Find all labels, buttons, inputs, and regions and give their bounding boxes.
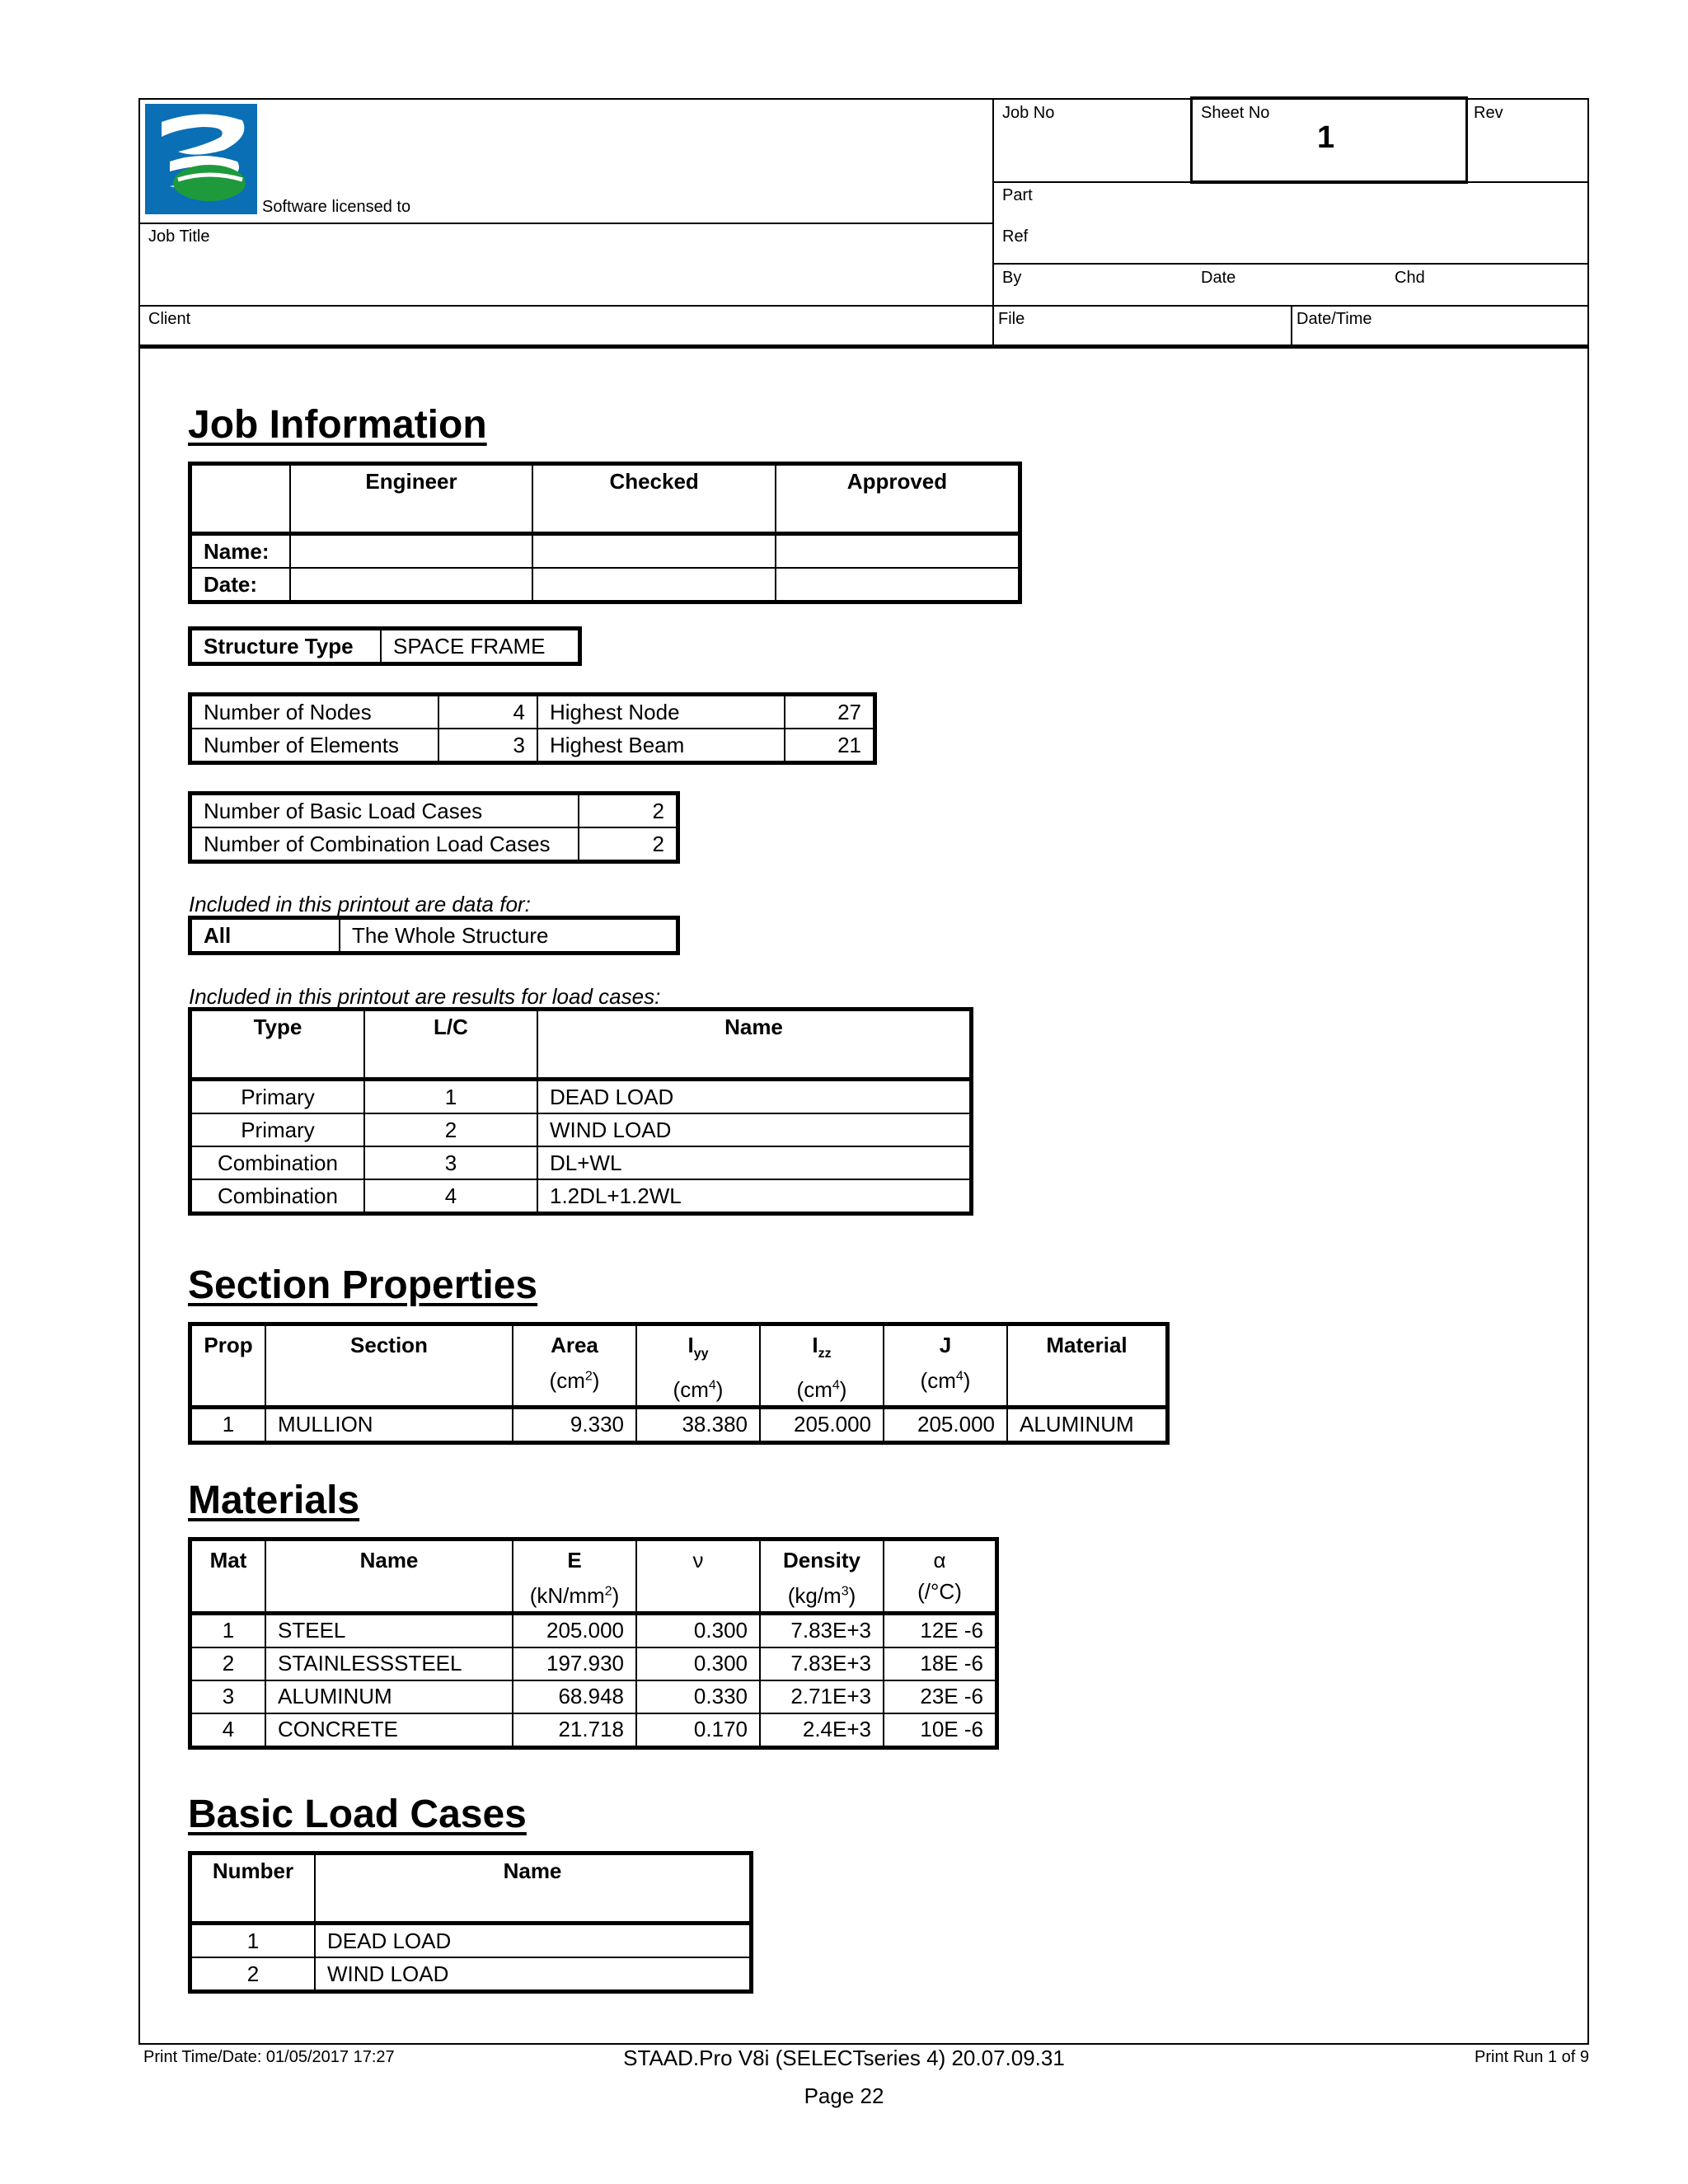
- elements-label: Number of Elements: [190, 729, 439, 763]
- comb-lc-label: Number of Combination Load Cases: [190, 827, 579, 862]
- date-approved-cell: [776, 568, 1020, 602]
- prop-cell: 1: [190, 1407, 266, 1442]
- print-time: Print Time/Date: 01/05/2017 17:27: [143, 2048, 395, 2066]
- density-cell: 2.4E+3: [760, 1713, 884, 1748]
- density-cell: 7.83E+3: [760, 1613, 884, 1647]
- j-header-label: J: [939, 1333, 952, 1357]
- table-row: [190, 1080, 972, 1114]
- j-unit-close: ): [963, 1367, 971, 1393]
- header-divider-file: [1291, 305, 1292, 346]
- material-cell: ALUMINUM: [1007, 1407, 1168, 1442]
- j-unit: [921, 1368, 971, 1393]
- elements-value: 3: [438, 729, 537, 763]
- iyy-unit-close: ): [715, 1376, 724, 1402]
- software-licensed-label: Software licensed to: [262, 198, 411, 216]
- date-engineer-cell: [290, 568, 533, 602]
- by-label: By: [1002, 269, 1022, 287]
- e-header: [513, 1540, 636, 1614]
- lc-number: 4: [364, 1179, 537, 1214]
- j-cell: 205.000: [884, 1407, 1007, 1442]
- chd-label: Chd: [1395, 269, 1425, 287]
- table-row: [190, 1407, 1168, 1442]
- section-cell: MULLION: [265, 1407, 513, 1442]
- structure-type-label: Structure Type: [190, 629, 382, 664]
- basic-load-cases-title: Basic Load Cases: [188, 1793, 527, 1836]
- table-row: [190, 1957, 752, 1992]
- area-cell: 9.330: [513, 1407, 636, 1442]
- mat-header: Mat: [190, 1540, 266, 1614]
- job-info-table: [188, 462, 1022, 604]
- structure-type-value: SPACE FRAME: [381, 629, 580, 664]
- header-line-1: [138, 223, 992, 224]
- e-unit: [530, 1583, 620, 1608]
- j-header: [884, 1324, 1007, 1408]
- name-row-label: Name:: [190, 534, 290, 569]
- e-cell: 197.930: [513, 1647, 636, 1680]
- structure-type-table: [188, 626, 582, 666]
- comb-lc-value: 2: [579, 827, 678, 862]
- izz-unit-text: (cm: [796, 1376, 832, 1402]
- iyy-cell: 38.380: [636, 1407, 760, 1442]
- header-line-4: [138, 305, 1589, 307]
- lc-type: Primary: [190, 1113, 365, 1146]
- density-header: [760, 1540, 884, 1614]
- blc-number: 1: [190, 1924, 316, 1958]
- alpha-header: [884, 1540, 997, 1614]
- density-unit-text: (kg/m: [787, 1582, 842, 1608]
- alpha-cell: 10E -6: [884, 1713, 997, 1748]
- density-cell: 2.71E+3: [760, 1680, 884, 1713]
- highest-beam-value: 21: [785, 729, 875, 763]
- nu-cell: 0.170: [636, 1713, 760, 1748]
- lc-type: Combination: [190, 1179, 365, 1214]
- lc-name: 1.2DL+1.2WL: [537, 1179, 972, 1214]
- e-unit-text: (kN/mm: [529, 1582, 605, 1608]
- highest-beam-label: Highest Beam: [537, 729, 785, 763]
- table-row: [190, 1613, 997, 1647]
- bentley-logo: [145, 104, 257, 214]
- job-title-label: Job Title: [148, 227, 210, 246]
- blc-name-header: Name: [315, 1854, 752, 1924]
- page-number: Page 22: [804, 2083, 884, 2108]
- area-unit-sup: 2: [584, 1369, 593, 1383]
- checked-header: Checked: [532, 464, 776, 534]
- name-engineer-cell: [290, 534, 533, 569]
- izz-unit-close: ): [839, 1376, 847, 1402]
- blc-name: WIND LOAD: [315, 1957, 752, 1992]
- mat-cell: 2: [190, 1647, 266, 1680]
- area-header: [513, 1324, 636, 1408]
- alpha-cell: 12E -6: [884, 1613, 997, 1647]
- nu-cell: 0.330: [636, 1680, 760, 1713]
- materials-table: [188, 1537, 999, 1750]
- print-run: Print Run 1 of 9: [1475, 2048, 1589, 2066]
- header-line-bottom: [138, 344, 1589, 349]
- lc-name-header: Name: [537, 1010, 972, 1080]
- e-cell: 21.718: [513, 1713, 636, 1748]
- table-row: [190, 1113, 972, 1146]
- header-sheet-top: [1190, 96, 1468, 100]
- included-data-caption: Included in this printout are data for:: [189, 892, 531, 916]
- sheet-no-label: Sheet No: [1201, 104, 1270, 122]
- sheet-no-value: 1: [1317, 120, 1335, 155]
- blc-number: 2: [190, 1957, 316, 1992]
- nodes-label: Number of Nodes: [190, 695, 439, 729]
- included-data-value: The Whole Structure: [340, 918, 678, 954]
- j-unit-sup: 4: [955, 1369, 964, 1383]
- izz-unit: [797, 1377, 847, 1402]
- rev-label: Rev: [1474, 104, 1503, 122]
- lc-number-header: L/C: [364, 1010, 537, 1080]
- mat-name-cell: STAINLESSSTEEL: [265, 1647, 513, 1680]
- basic-lc-label: Number of Basic Load Cases: [190, 794, 579, 828]
- lc-number: 2: [364, 1113, 537, 1146]
- highest-node-value: 27: [785, 695, 875, 729]
- basic-lc-value: 2: [579, 794, 678, 828]
- lc-name: DEAD LOAD: [537, 1080, 972, 1114]
- iyy-unit-text: (cm: [673, 1376, 709, 1402]
- mat-cell: 4: [190, 1713, 266, 1748]
- header-divider-sheet-left: [1190, 98, 1193, 183]
- izz-header: [760, 1324, 884, 1408]
- lc-name: DL+WL: [537, 1146, 972, 1179]
- engineer-header: Engineer: [290, 464, 533, 534]
- izz-header-label: I: [812, 1333, 818, 1357]
- included-data-table: [188, 916, 680, 955]
- highest-node-label: Highest Node: [537, 695, 785, 729]
- alpha-header-label: α: [933, 1548, 946, 1572]
- material-header: Material: [1007, 1324, 1168, 1408]
- ref-label: Ref: [1002, 227, 1029, 246]
- density-cell: 7.83E+3: [760, 1647, 884, 1680]
- section-properties-title: Section Properties: [188, 1263, 538, 1307]
- density-unit: [788, 1583, 856, 1608]
- datetime-label: Date/Time: [1296, 310, 1372, 328]
- iyy-unit: [673, 1377, 724, 1402]
- header-sheet-bottom: [1190, 180, 1468, 184]
- mat-name-header: Name: [265, 1540, 513, 1614]
- mat-name-cell: ALUMINUM: [265, 1680, 513, 1713]
- e-cell: 205.000: [513, 1613, 636, 1647]
- alpha-cell: 23E -6: [884, 1680, 997, 1713]
- alpha-unit: (/°C): [917, 1579, 962, 1604]
- iyy-header-sub: yy: [693, 1347, 709, 1361]
- area-unit-text: (cm: [549, 1367, 585, 1393]
- lc-type: Combination: [190, 1146, 365, 1179]
- density-unit-sup: 3: [841, 1584, 849, 1598]
- table-row: [190, 1680, 997, 1713]
- section-properties-table: [188, 1322, 1170, 1445]
- izz-unit-sup: 4: [832, 1378, 840, 1393]
- table-row: [190, 1924, 752, 1958]
- j-unit-text: (cm: [920, 1367, 956, 1393]
- load-case-count-table: [188, 791, 680, 864]
- iyy-header-label: I: [687, 1333, 694, 1357]
- lc-number: 1: [364, 1080, 537, 1114]
- e-unit-sup: 2: [604, 1584, 612, 1598]
- approved-header: Approved: [776, 464, 1020, 534]
- table-row: [190, 1713, 997, 1748]
- program-version: STAAD.Pro V8i (SELECTseries 4) 20.07.09.31: [623, 2046, 1065, 2070]
- mat-cell: 1: [190, 1613, 266, 1647]
- mat-name-cell: CONCRETE: [265, 1713, 513, 1748]
- section-header: Section: [265, 1324, 513, 1408]
- part-label: Part: [1002, 186, 1033, 204]
- table-row: [190, 1647, 997, 1680]
- table-row: [190, 1146, 972, 1179]
- included-results-caption: Included in this printout are results for load cases:: [189, 984, 661, 1009]
- nodes-value: 4: [438, 695, 537, 729]
- job-no-label: Job No: [1002, 104, 1055, 122]
- blc-name: DEAD LOAD: [315, 1924, 752, 1958]
- lc-type: Primary: [190, 1080, 365, 1114]
- iyy-header: [636, 1324, 760, 1408]
- area-header-label: Area: [551, 1333, 598, 1357]
- header-line-3: [992, 263, 1589, 265]
- alpha-cell: 18E -6: [884, 1647, 997, 1680]
- prop-header: Prop: [190, 1324, 266, 1408]
- e-unit-close: ): [612, 1582, 620, 1608]
- lc-name: WIND LOAD: [537, 1113, 972, 1146]
- e-cell: 68.948: [513, 1680, 636, 1713]
- job-information-title: Job Information: [188, 403, 487, 447]
- nodes-elements-table: [188, 692, 877, 765]
- client-label: Client: [148, 310, 191, 328]
- nu-cell: 0.300: [636, 1647, 760, 1680]
- name-approved-cell: [776, 534, 1020, 569]
- density-unit-close: ): [848, 1582, 856, 1608]
- load-cases-table: [188, 1007, 973, 1216]
- izz-cell: 205.000: [760, 1407, 884, 1442]
- basic-load-cases-table: [188, 1851, 753, 1994]
- date-label: Date: [1201, 269, 1236, 287]
- e-header-label: E: [567, 1548, 582, 1572]
- density-header-label: Density: [783, 1548, 860, 1572]
- nu-cell: 0.300: [636, 1613, 760, 1647]
- file-label: File: [998, 310, 1025, 328]
- header-divider-vertical: [992, 98, 994, 345]
- job-info-corner: [190, 464, 290, 534]
- izz-header-sub: zz: [818, 1347, 832, 1361]
- mat-name-cell: STEEL: [265, 1613, 513, 1647]
- materials-title: Materials: [188, 1479, 360, 1522]
- nu-header: ν: [636, 1540, 760, 1614]
- area-unit-close: ): [592, 1367, 600, 1393]
- mat-cell: 3: [190, 1680, 266, 1713]
- header-divider-sheet-right: [1465, 98, 1468, 183]
- name-checked-cell: [532, 534, 776, 569]
- lc-type-header: Type: [190, 1010, 365, 1080]
- lc-number: 3: [364, 1146, 537, 1179]
- iyy-unit-sup: 4: [708, 1378, 716, 1393]
- date-checked-cell: [532, 568, 776, 602]
- date-row-label: Date:: [190, 568, 290, 602]
- blc-number-header: Number: [190, 1854, 316, 1924]
- table-row: [190, 1179, 972, 1214]
- included-data-key: All: [190, 918, 340, 954]
- area-unit: [550, 1368, 600, 1393]
